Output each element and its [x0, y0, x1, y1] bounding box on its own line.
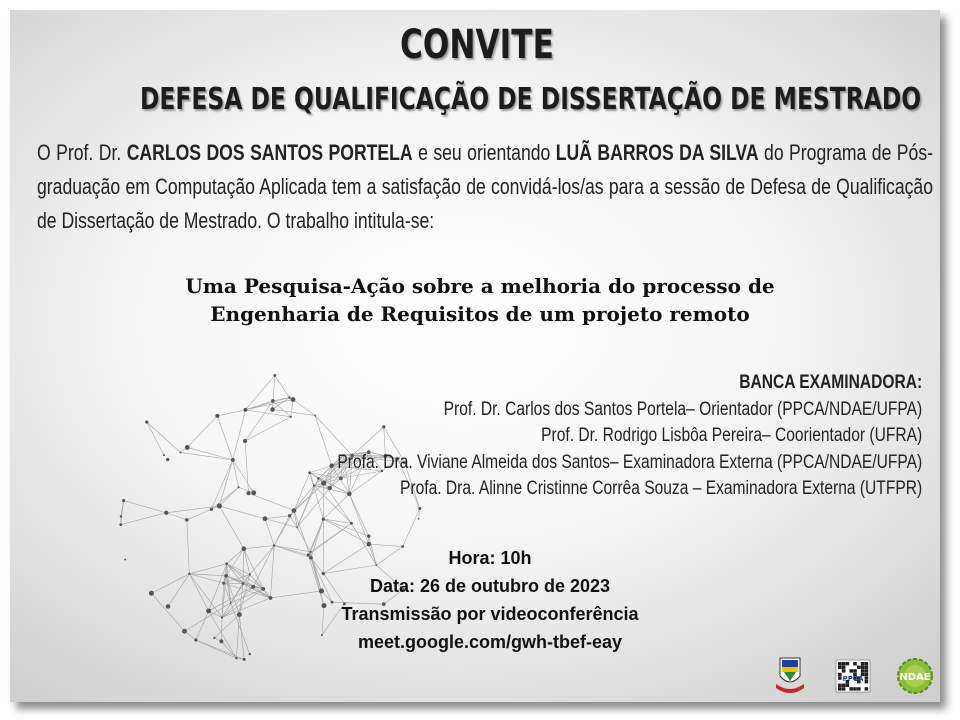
qr-caption: PPCA [842, 675, 864, 683]
student-name: LUÃ BARROS DA SILVA [555, 140, 759, 165]
event-date: Data: 26 de outubro de 2023 [369, 576, 611, 596]
banca-section [22, 370, 922, 503]
event-mode: Transmissão por videoconferência [341, 604, 639, 624]
intro-text-3: do Programa de Pós-graduação em Computação Aplicada tem a satisfação de convidá-los/as para a sessão de Defesa de Qualificação de Dissertação de Mestrado. O trabalho intitula-se: [37, 140, 933, 233]
logo-strip [770, 654, 940, 698]
invitation-subtitle: DEFESA DE QUALIFICAÇÃO DE DISSERTAÇÃO DE MESTRADO [140, 82, 922, 117]
qr-code-icon [836, 660, 870, 692]
intro-paragraph [37, 136, 933, 238]
event-info [320, 544, 660, 656]
banca-heading: BANCA EXAMINADORA: [739, 372, 922, 393]
ndae-label: NDAE [899, 672, 931, 683]
banca-member: Profa. Dra. Alinne Cristinne Corrêa Souza – Examinadora Externa (UTFPR) [399, 478, 922, 499]
ndae-logo [898, 659, 932, 693]
advisor-name: CARLOS DOS SANTOS PORTELA [126, 140, 413, 165]
banca-member: Prof. Dr. Rodrigo Lisbôa Pereira– Coorientador (UFRA) [540, 425, 922, 446]
ufpa-crest-logo [776, 658, 804, 693]
intro-text-2: e seu orientando [412, 140, 556, 165]
banca-member: Prof. Dr. Carlos dos Santos Portela– Orientador (PPCA/NDAE/UFPA) [443, 398, 922, 420]
invitation-card [10, 10, 940, 702]
work-title [10, 272, 940, 328]
event-time: Hora: 10h [448, 548, 532, 568]
invitation-title: CONVITE [400, 22, 554, 68]
meeting-link[interactable]: meet.google.com/gwh-tbef-eay [357, 632, 623, 652]
work-title-line-1: Uma Pesquisa-Ação sobre a melhoria do processo de [185, 274, 775, 298]
work-title-line-2: Engenharia de Requisitos de um projeto remoto [210, 302, 750, 326]
intro-text-1: O Prof. Dr. [37, 140, 127, 165]
banca-member: Profa. Dra. Viviane Almeida dos Santos– Examinadora Externa (PPCA/NDAE/UFPA) [337, 451, 922, 473]
